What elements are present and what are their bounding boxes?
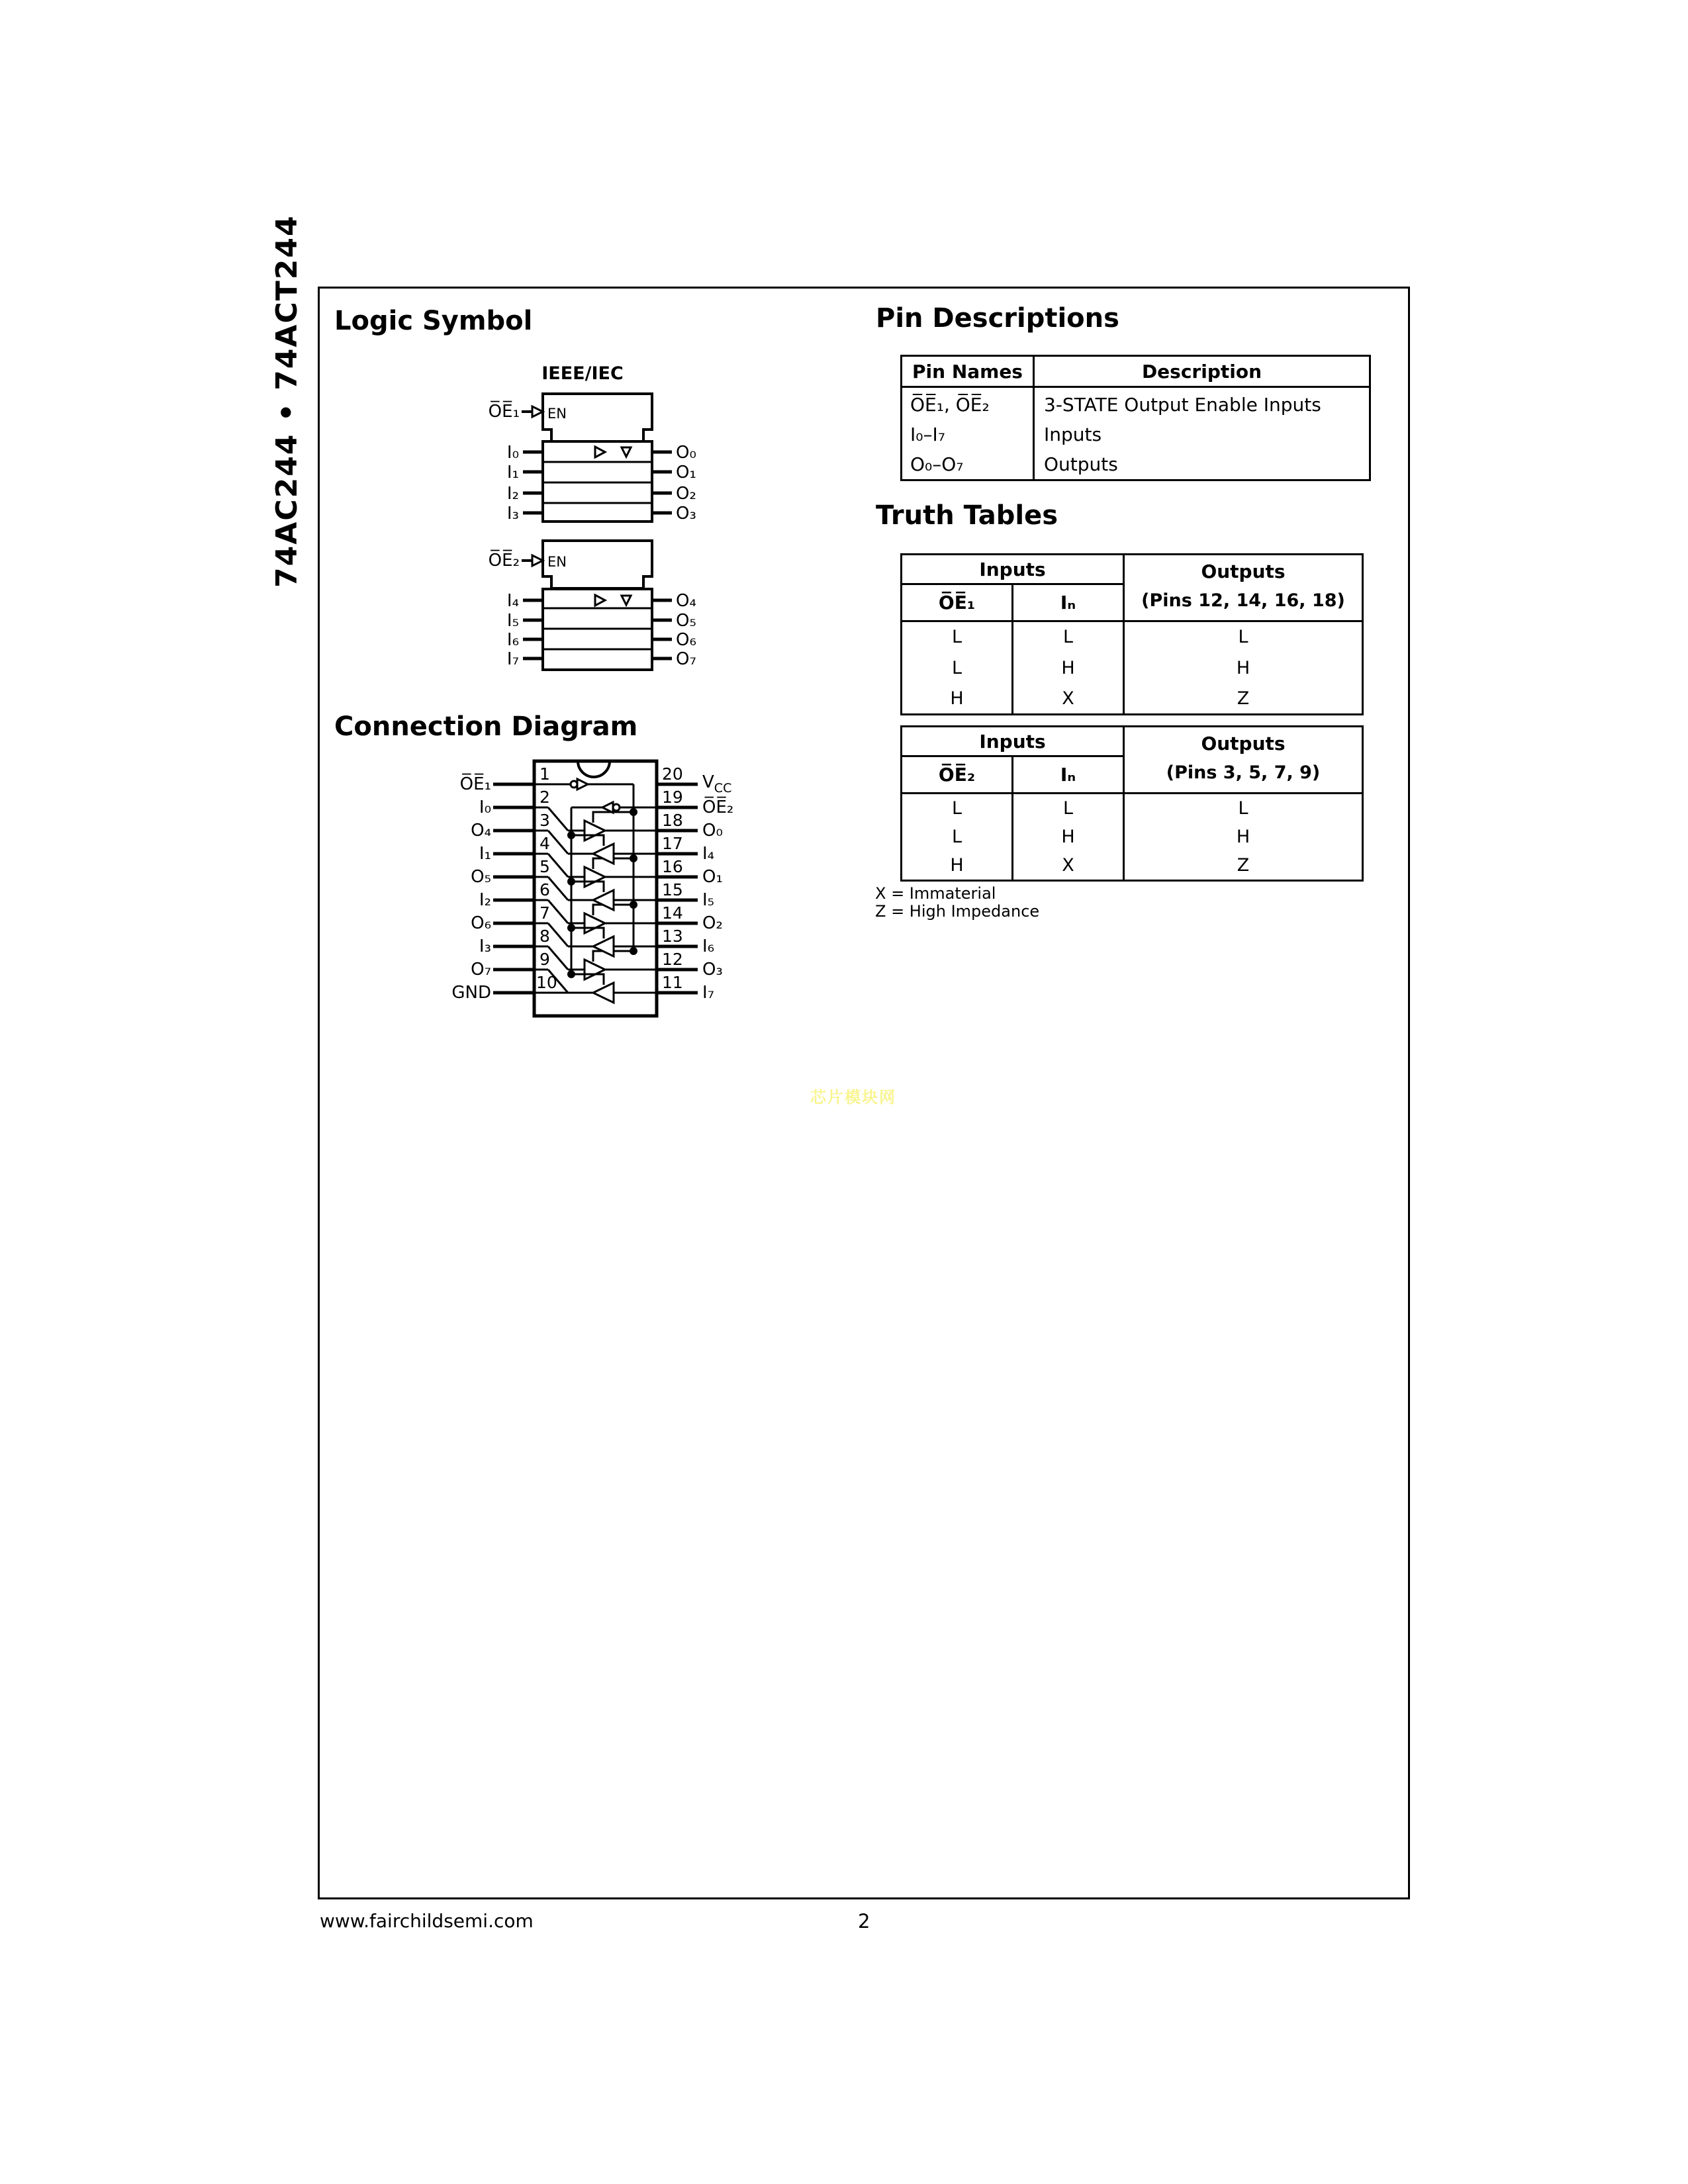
truth-cell: L xyxy=(1013,794,1124,823)
pin-number: 1 xyxy=(539,764,550,784)
logic-symbol-diagram xyxy=(463,384,741,682)
pin-number: 6 xyxy=(539,880,550,899)
logic-symbol-heading: Logic Symbol xyxy=(334,306,533,336)
oe1-column-header: O̅E̅₁ xyxy=(902,584,1013,621)
amplifier-triangle-icon xyxy=(595,595,605,606)
pin-number: 17 xyxy=(662,834,683,853)
truth-cell: L xyxy=(1124,794,1363,823)
table-header-row xyxy=(902,555,1363,584)
outputs-pins-label: (Pins 12, 14, 16, 18) xyxy=(1141,590,1345,611)
oe1-label: O̅E̅₁ xyxy=(488,402,520,422)
connection-diagram xyxy=(424,754,781,1032)
table-row xyxy=(902,387,1370,420)
truth-cell: Z xyxy=(1124,852,1363,881)
pin-name-cell: I₀–I₇ xyxy=(902,420,1034,449)
interior-wiring xyxy=(534,779,657,1003)
table-row xyxy=(902,653,1363,684)
pin-label: O₆ xyxy=(471,913,491,933)
pin-label: O₁ xyxy=(702,867,723,887)
oe2-label: O̅E̅₂ xyxy=(488,551,520,570)
table-row xyxy=(902,823,1363,852)
truth-cell: H xyxy=(902,684,1013,715)
truth-cell: H xyxy=(1124,653,1363,684)
truth-cell: H xyxy=(902,852,1013,881)
truth-cell: L xyxy=(1124,621,1363,653)
output-label: O₂ xyxy=(676,484,696,504)
pin-number: 7 xyxy=(539,903,550,923)
en-label-2: EN xyxy=(547,554,567,570)
pin-descriptions-table xyxy=(900,355,1371,481)
outputs-header xyxy=(1124,727,1363,794)
pin-label: I₅ xyxy=(702,890,715,910)
pin-label: O₀ xyxy=(702,821,723,841)
input-label: I₆ xyxy=(506,630,519,650)
outputs-label: Outputs xyxy=(1201,733,1286,754)
pin-label: O₇ xyxy=(471,960,491,979)
inputs-header: Inputs xyxy=(902,727,1124,756)
table-header-row xyxy=(902,727,1363,756)
pin-number: 13 xyxy=(662,927,683,946)
pin-label: I₆ xyxy=(702,936,715,956)
pin-number: 10 xyxy=(536,973,557,992)
pin-desc-cell: Outputs xyxy=(1034,449,1370,480)
in-column-header: Iₙ xyxy=(1013,584,1124,621)
pin-number: 9 xyxy=(539,950,550,969)
table-row xyxy=(902,449,1370,480)
sidebar-part-number: 74AC244 • 74ACT244 xyxy=(270,214,304,588)
truth-cell: L xyxy=(902,794,1013,823)
pin-number: 4 xyxy=(539,834,550,853)
tristate-triangle-icon xyxy=(622,447,631,457)
truth-table-2 xyxy=(900,725,1364,882)
in-column-header: Iₙ xyxy=(1013,756,1124,794)
pin-number: 3 xyxy=(539,811,550,830)
pin-number: 2 xyxy=(539,788,550,807)
pin-label: I₇ xyxy=(702,983,715,1003)
package-notch-icon xyxy=(578,761,610,777)
enable-arrow-icon xyxy=(532,555,543,566)
pin-label: O₄ xyxy=(471,821,491,841)
pin-number: 16 xyxy=(662,857,683,876)
pin-label: O̅E̅₁ xyxy=(459,774,491,794)
table-row xyxy=(902,420,1370,449)
left-pin-stubs xyxy=(493,784,534,993)
truth-cell: L xyxy=(902,823,1013,852)
ieee-iec-subheading: IEEE/IEC xyxy=(541,363,624,384)
output-label: O₀ xyxy=(676,443,696,463)
pin-label: O₃ xyxy=(702,960,723,979)
outputs-header xyxy=(1124,555,1363,621)
pin-number: 11 xyxy=(662,973,683,992)
input-label: I₀ xyxy=(506,443,519,463)
note-x-immaterial: X = Immaterial xyxy=(875,884,996,903)
pin-label: I₁ xyxy=(479,844,491,864)
watermark-text: 芯片模块网 xyxy=(810,1088,896,1107)
amplifier-triangle-icon xyxy=(595,447,605,457)
output-label: O₁ xyxy=(676,463,696,482)
truth-cell: H xyxy=(1013,823,1124,852)
connection-diagram-heading: Connection Diagram xyxy=(334,711,638,742)
page-number: 2 xyxy=(858,1910,870,1933)
outputs-pins-label: (Pins 3, 5, 7, 9) xyxy=(1166,762,1321,783)
output-label: O₃ xyxy=(676,504,696,523)
table-row xyxy=(902,621,1363,653)
pin-number: 19 xyxy=(662,788,683,807)
table-row xyxy=(902,684,1363,715)
pin-number: 14 xyxy=(662,903,683,923)
pin-label: O₅ xyxy=(471,867,491,887)
pin-number: 15 xyxy=(662,880,683,899)
truth-cell: Z xyxy=(1124,684,1363,715)
truth-cell: L xyxy=(1013,621,1124,653)
table-row xyxy=(902,794,1363,823)
note-z-high-impedance: Z = High Impedance xyxy=(875,902,1040,921)
pin-descriptions-heading: Pin Descriptions xyxy=(876,303,1119,334)
col-header-description: Description xyxy=(1034,356,1370,387)
input-label: I₂ xyxy=(506,484,519,504)
inputs-header: Inputs xyxy=(902,555,1124,584)
pin-number: 8 xyxy=(539,927,550,946)
pin-label: I₄ xyxy=(702,844,715,864)
pin-number: 18 xyxy=(662,811,683,830)
pin-label: I₀ xyxy=(479,797,491,817)
truth-cell: H xyxy=(1124,823,1363,852)
truth-cell: X xyxy=(1013,684,1124,715)
truth-cell: H xyxy=(1013,653,1124,684)
pin-name-cell: O̅E̅₁, O̅E̅₂ xyxy=(902,387,1034,420)
pin-number: 12 xyxy=(662,950,683,969)
truth-cell: L xyxy=(902,621,1013,653)
output-label: O₇ xyxy=(676,649,696,669)
pin-desc-cell: 3-STATE Output Enable Inputs xyxy=(1034,387,1370,420)
output-label: O₄ xyxy=(676,591,696,611)
pin-label: I₃ xyxy=(479,936,491,956)
pin-label: O₂ xyxy=(702,913,723,933)
pin-label: GND xyxy=(451,983,491,1003)
pin-label-vcc: $V_{CC}$ xyxy=(702,772,732,796)
output-label: O₆ xyxy=(676,630,696,650)
output-label: O₅ xyxy=(676,611,696,631)
truth-tables-heading: Truth Tables xyxy=(876,500,1058,531)
input-label: I₇ xyxy=(506,649,519,669)
input-label: I₃ xyxy=(506,504,519,523)
truth-cell: X xyxy=(1013,852,1124,881)
oe2-column-header: O̅E̅₂ xyxy=(902,756,1013,794)
input-label: I₄ xyxy=(506,591,519,611)
truth-table-1 xyxy=(900,553,1364,715)
pin-label: I₂ xyxy=(479,890,491,910)
en-label-1: EN xyxy=(547,406,567,422)
table-header-row xyxy=(902,356,1370,387)
pin-number: 20 xyxy=(662,764,683,784)
col-header-pin-names: Pin Names xyxy=(902,356,1034,387)
truth-cell: L xyxy=(902,653,1013,684)
pin-number: 5 xyxy=(539,857,550,876)
tristate-triangle-icon xyxy=(622,596,631,605)
table-row xyxy=(902,852,1363,881)
pin-name-cell: O₀–O₇ xyxy=(902,449,1034,480)
footer-url: www.fairchildsemi.com xyxy=(320,1910,534,1932)
pin-desc-cell: Inputs xyxy=(1034,420,1370,449)
outputs-label: Outputs xyxy=(1201,561,1286,582)
input-label: I₁ xyxy=(506,463,519,482)
input-label: I₅ xyxy=(506,611,519,631)
enable-arrow-icon xyxy=(532,406,543,417)
pin-label: O̅E̅₂ xyxy=(702,797,734,817)
